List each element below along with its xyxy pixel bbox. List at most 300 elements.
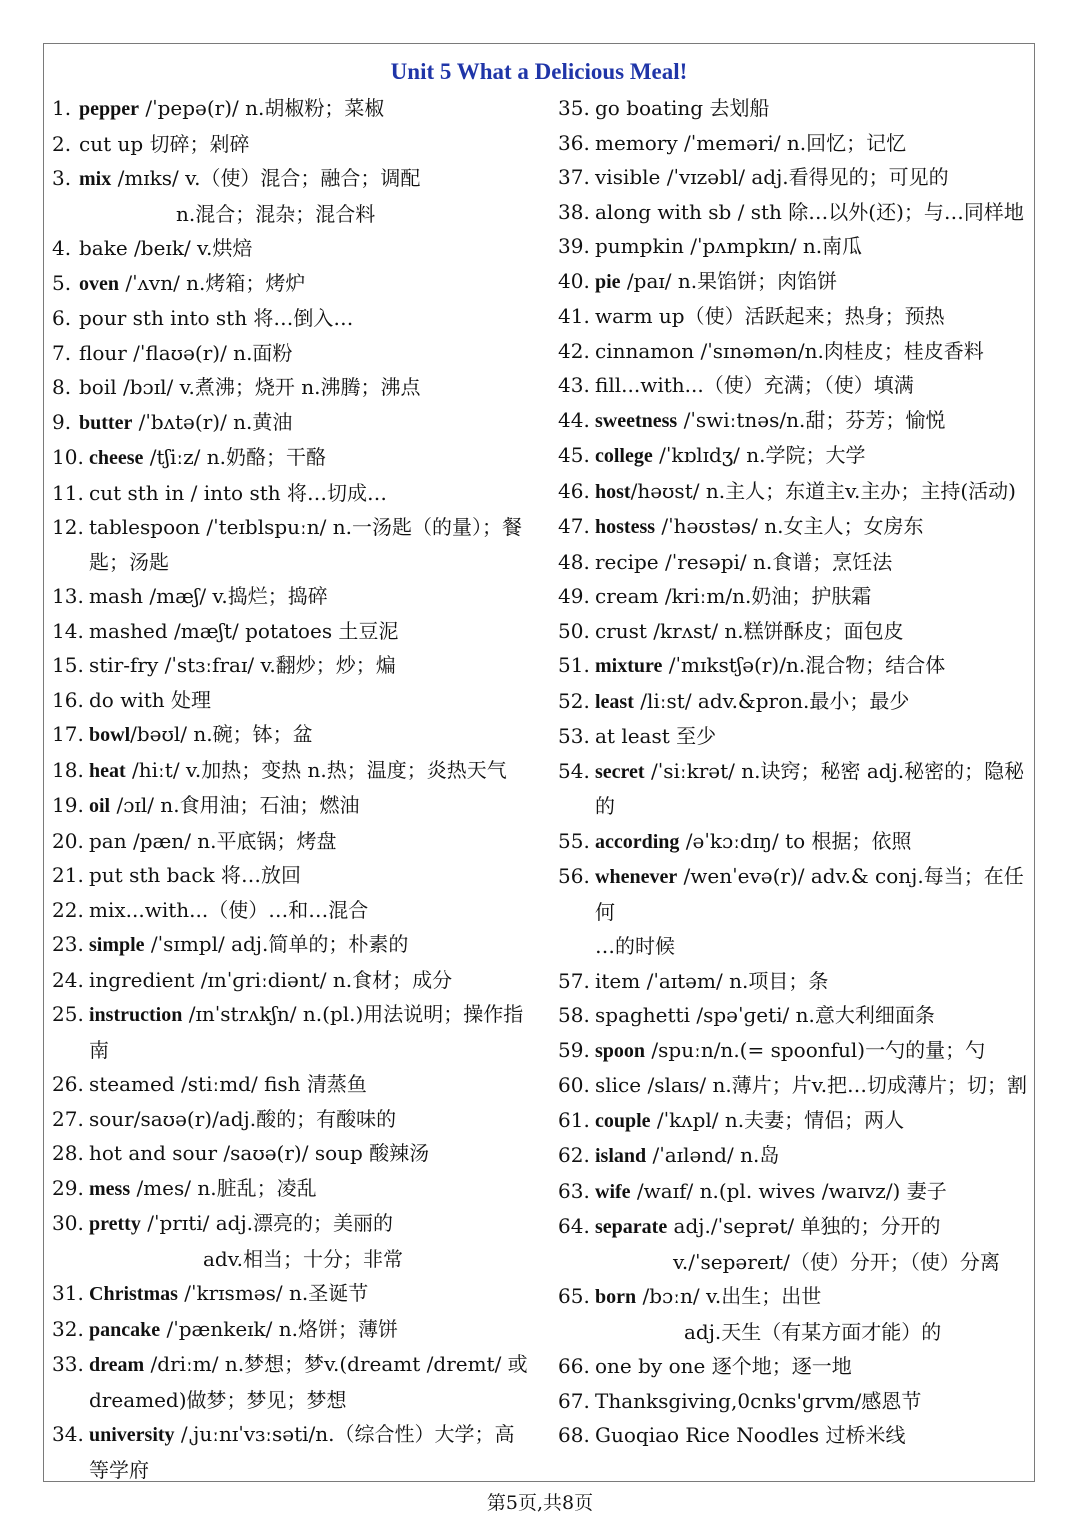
entry-word: crust [595,618,647,643]
entry-definition: /krʌst/ n.糕饼酥皮；面包皮 [646,618,904,643]
vocab-entry [52,476,534,511]
entry-number: 9. [52,409,72,434]
entry-text [558,1209,1034,1279]
vocab-entry [558,1279,1034,1349]
entry-definition: 过桥米线 [819,1423,906,1447]
vocab-entry [558,264,1034,300]
entry-word: bake [79,236,128,260]
entry-text [558,1103,1034,1139]
entry-word: item [595,968,641,993]
entry-definition: /ɪnˈɡriːdiənt/ n.食材；成分 [194,967,453,992]
entry-text [558,91,1034,126]
vocab-entry [52,127,534,162]
entry-number: 2. [52,131,72,156]
vocab-entry [558,1103,1034,1139]
vocab-entry [52,510,534,579]
vocab-entry [52,1206,534,1276]
entry-number: 22. [52,897,84,922]
entry-number: 32. [52,1316,84,1341]
entry-text [558,1033,1034,1069]
entry-text [52,717,534,753]
entry-word: dream [89,1354,145,1376]
entry-number: 67. [558,1388,590,1413]
entry-text [52,927,534,963]
entry-text [558,1349,1034,1384]
entry-definition: /bɔːn/ v.出生；出世 [636,1284,822,1308]
vocab-entry [52,1347,534,1417]
entry-number: 29. [52,1175,84,1200]
entry-definition: ,0cnks'grvm/感恩节 [731,1388,922,1413]
entry-text [558,1418,1034,1453]
vocab-entry [558,648,1034,684]
entry-word: pour sth into sth [79,306,248,330]
entry-word: cream [595,584,659,608]
vocab-entry [558,824,1034,860]
vocab-entry [52,1136,534,1171]
entry-word: visible [595,165,661,189]
entry-text [52,231,534,266]
vocab-entry [52,440,534,476]
entry-text [52,266,534,302]
entry-text [558,1174,1034,1210]
entry-word: college [595,445,653,467]
entry-number: 37. [558,165,590,189]
entry-word: one by one [595,1354,706,1378]
entry-word: heat [89,759,126,782]
entry-number: 47. [558,514,590,538]
entry-text [558,684,1034,720]
entry-definition: /ˈsɪnəmən/n.肉桂皮；桂皮香料 [694,338,984,363]
entry-definition: /ɔɪl/ n.食用油；石油；燃油 [110,793,360,817]
entry-number: 24. [52,967,84,992]
entry-text [52,997,534,1067]
vocab-entry [52,231,534,266]
entry-word: island [595,1145,647,1167]
entry-number: 55. [558,828,590,853]
entry-number: 31. [52,1281,84,1305]
entry-word: spaghetti [595,1003,690,1027]
vocab-entry [52,858,534,893]
entry-text [558,438,1034,474]
entry-definition: /bɔɪl/ v.煮沸；烧开 n.沸腾；沸点 [116,375,421,399]
entry-definition: /ˈpænkeɪk/ n.烙饼；薄饼 [160,1316,399,1341]
vocab-entry [558,229,1034,264]
entry-definition: /driːm/ n.梦想；梦v.(dreamt /dremt/ 或 [144,1352,528,1376]
entry-number: 63. [558,1178,590,1203]
entry-word: flour [79,340,127,365]
entry-text [558,754,1034,824]
entry-text [52,858,534,893]
entry-number: 52. [558,688,590,713]
entry-text [52,1136,534,1171]
entry-definition: /hiːt/ v.加热；变热 n.热；温度；炎热天气 [125,757,507,782]
entry-definition: adj./ˈseprət/ 单独的；分开的 [667,1214,941,1238]
entry-text [52,1171,534,1207]
entry-definition: /ˈstɜːfraɪ/ v.翻炒；炒；煸 [158,653,396,677]
entry-word: wife [595,1180,631,1203]
vocab-entry [52,1102,534,1137]
entry-word: simple [89,934,145,956]
entry-continuation: …的时候 [595,934,675,958]
entry-text [558,1384,1034,1419]
entry-text [558,998,1034,1033]
entry-word: along with sb / sth [595,199,782,224]
entry-text [52,1206,534,1276]
entry-number: 65. [558,1284,590,1308]
entry-definition: /spəˈɡeti/ n.意大利细面条 [689,1003,935,1027]
entry-text [52,336,534,371]
entry-word: cinnamon [595,338,695,363]
entry-number: 56. [558,864,590,888]
entry-word: pepper [79,98,139,120]
vocab-entry [52,963,534,998]
entry-number: 3. [52,166,72,190]
entry-word: hot and sour [89,1141,218,1165]
entry-word: pan [89,828,127,853]
entry-definition: /mæʃ/ v.捣烂；捣碎 [143,584,328,608]
entry-word: pancake [89,1318,161,1341]
entry-number: 27. [52,1106,84,1131]
entry-definition: /spuːn/n.(= spoonful)一勺的量；勺 [645,1037,986,1062]
entry-definition: /mæʃt/ potatoes 土豆泥 [167,618,399,643]
entry-text [558,509,1034,545]
entry-definition: 至少 [669,724,717,748]
entry-word: do with [89,687,165,712]
entry-definition: /həʊst/ n.主人；东道主v.主办；主持(活动) [630,478,1016,503]
entry-definition: /ˌjuːnɪˈvɜːsəti/n.（综合性）大学；高 [174,1422,515,1446]
entry-number: 10. [52,445,84,469]
vocab-entry [52,1417,534,1487]
vocab-entry [558,719,1034,754]
entry-word: stir-fry [89,653,159,677]
entry-definition: 将…切成… [280,480,387,505]
vocab-entry [52,1067,534,1102]
entry-definition: 除…以外(还)；与…同样地 [781,199,1024,224]
entry-word: Christmas [89,1283,178,1305]
entry-definition: /ˈflaʊə(r)/ n.面粉 [126,340,293,365]
entry-number: 44. [558,407,590,432]
entry-definition: /ˈsɪmpl/ adj.简单的；朴素的 [144,932,409,956]
entry-text [558,160,1034,195]
entry-text [558,126,1034,161]
entry-number: 16. [52,687,84,712]
entry-number: 68. [558,1423,590,1447]
entry-number: 20. [52,828,84,853]
vocab-entry [52,683,534,718]
entry-continuation: 等学府 [89,1457,149,1482]
entry-word: Guoqiao Rice Noodles [595,1423,820,1447]
entry-number: 39. [558,234,590,258]
entry-definition: /ˈprɪti/ adj.漂亮的；美丽的 [140,1211,394,1235]
entry-number: 64. [558,1214,590,1238]
vocab-entry [558,684,1034,720]
entry-text [52,614,534,649]
entry-text [558,614,1034,649]
vocab-entry [52,336,534,371]
entry-word: mash [89,584,144,608]
entry-text [52,683,534,718]
entry-definition: /ˈkrɪsməs/ n.圣诞节 [177,1281,369,1305]
entry-text [52,893,534,928]
entry-number: 46. [558,478,590,503]
entry-text [52,476,534,511]
vocab-entry [558,299,1034,334]
entry-definition: 将…放回 [214,863,302,887]
entry-number: 41. [558,304,590,328]
entry-word: fill...with... [595,373,704,397]
entry-text [52,753,534,789]
entry-continuation: adv.相当；十分；非常 [203,1246,404,1271]
entry-definition: /əˈkɔːdɪŋ/ to 根据；依照 [679,828,912,853]
entry-number: 62. [558,1143,590,1167]
entry-number: 6. [52,306,72,330]
entry-text [558,1279,1034,1349]
entry-definition: 去划船 [703,96,770,120]
entry-text [52,579,534,614]
entry-text [558,579,1034,614]
vocab-entry [558,754,1034,824]
entry-definition: /ɪnˈstrʌkʃn/ n.(pl.)用法说明；操作指 [182,1002,524,1026]
entry-text [52,370,534,405]
vocab-entry [558,126,1034,161]
entry-number: 11. [52,480,84,505]
entry-number: 25. [52,1002,84,1026]
vocab-entry [52,648,534,683]
entry-text [558,824,1034,860]
entry-definition: /wenˈevə(r)/ adv.& conj.每当；在任何 [595,864,1024,924]
entry-word: cut sth in / into sth [89,480,281,505]
entry-word: pie [595,270,621,293]
entry-text [558,195,1034,230]
entry-word: mix...with... [89,897,209,922]
entry-word: recipe [595,549,659,574]
entry-word: memory [595,130,678,155]
entry-word: slice [595,1073,642,1097]
entry-text [558,964,1034,999]
entry-word: sweetness [595,409,678,432]
entry-number: 54. [558,758,590,783]
entry-number: 5. [52,270,72,295]
entry-definition: /saʊə(r)/ soup 酸辣汤 [217,1141,430,1165]
entry-text [558,368,1034,403]
vocab-entry [558,1068,1034,1103]
entry-number: 12. [52,515,84,539]
entry-word: warm up [595,304,685,328]
entry-definition: /stiːmd/ fish 清蒸鱼 [174,1072,367,1096]
entry-number: 13. [52,584,84,608]
entry-text [52,440,534,476]
entry-word: butter [79,411,133,434]
entry-text [558,403,1034,439]
vocab-entry [558,614,1034,649]
entry-number: 59. [558,1037,590,1062]
entry-continuation: dreamed)做梦；梦见；梦想 [89,1387,347,1412]
entry-word: boil [79,375,117,399]
entry-number: 1. [52,96,72,120]
entry-definition: /saʊə(r)/adj.酸的；有酸味的 [133,1106,397,1131]
entry-number: 35. [558,96,590,120]
entry-number: 21. [52,863,84,887]
entry-word: instruction [89,1004,183,1026]
entry-text [558,545,1034,580]
entry-text [52,301,534,336]
entry-number: 15. [52,653,84,677]
vocabulary-sheet [43,43,1035,1482]
entry-text [52,510,534,579]
entry-text [558,859,1034,964]
entry-word: mashed [89,618,168,643]
entry-definition: /bəʊl/ n.碗；钵；盆 [130,722,313,746]
entry-word: born [595,1286,637,1308]
entry-number: 53. [558,724,590,748]
entry-text [52,1417,534,1487]
entry-text [52,405,534,441]
vocab-entry [558,1418,1034,1453]
entry-word: cheese [89,447,144,469]
vocab-entry [558,1033,1034,1069]
entry-definition: /ˈhəʊstəs/ n.女主人；女房东 [655,514,924,538]
entry-text [558,648,1034,684]
entry-number: 14. [52,618,84,643]
entry-text [52,1347,534,1417]
entry-definition: （使）…和…混合 [208,897,369,922]
entry-number: 57. [558,968,590,993]
entry-definition: /waɪf/ n.(pl. wives /waɪvz/) 妻子 [630,1178,947,1203]
entry-number: 34. [52,1422,84,1446]
vocab-entry [558,509,1034,545]
entry-word: pumpkin [595,234,684,258]
entry-word: bowl [89,724,131,746]
entry-text [558,334,1034,369]
entry-text [52,127,534,162]
entry-number: 26. [52,1072,84,1096]
entry-number: 50. [558,618,590,643]
entry-number: 40. [558,268,590,293]
vocab-entry [52,753,534,789]
vocab-entry [558,998,1034,1033]
entry-number: 48. [558,549,590,574]
vocab-entry [52,370,534,405]
entry-definition: 逐个地；逐一地 [705,1354,852,1378]
entry-word: oil [89,795,111,817]
entry-text [52,1067,534,1102]
entry-number: 7. [52,340,72,365]
vocab-entry [558,545,1034,580]
entry-word: hostess [595,516,656,538]
vocab-entry [52,579,534,614]
entry-word: pretty [89,1213,141,1235]
entry-number: 38. [558,199,590,224]
entry-text [558,229,1034,264]
entry-number: 8. [52,375,72,399]
entry-text [558,719,1034,754]
vocab-entry [52,1171,534,1207]
entry-number: 19. [52,793,84,817]
entry-text [558,299,1034,334]
entry-word: Thanksgiving [595,1388,731,1413]
vocab-entry [558,160,1034,195]
vocab-entry [52,91,534,127]
entry-number: 43. [558,373,590,397]
entry-word: mixture [595,655,663,677]
entry-definition: （使）活跃起来；热身；预热 [684,304,945,328]
entry-text [52,1312,534,1348]
page-footer: 第5页,共8页 [486,1492,594,1514]
entry-number: 33. [52,1352,84,1376]
entry-definition: /ˈresəpi/ n.食谱；烹饪法 [658,549,893,574]
entry-word: tablespoon [89,515,201,539]
entry-number: 17. [52,722,84,746]
vocab-entry [558,91,1034,126]
entry-word: go boating [595,96,704,120]
vocab-entry [52,1312,534,1348]
entry-word: ingredient [89,967,195,992]
right-column [558,91,1034,1453]
entry-number: 36. [558,130,590,155]
entry-definition: 将…倒入… [247,306,354,330]
entry-word: secret [595,760,645,783]
vocab-entry [52,301,534,336]
vocab-entry [558,474,1034,510]
entry-definition: /mes/ n.脏乱；凌乱 [130,1175,317,1200]
entry-definition: /ˈʌvn/ n.烤箱；烤炉 [119,270,306,295]
entry-definition: /ˈbʌtə(r)/ n.黄油 [132,409,293,434]
entry-definition: 切碎；剁碎 [143,131,250,156]
vocab-entry [52,788,534,824]
entry-word: oven [79,272,119,295]
vocab-entry [558,368,1034,403]
entry-number: 51. [558,653,590,677]
entry-definition: /paɪ/ n.果馅饼；肉馅饼 [620,268,838,293]
entry-definition: /ˈmɪkstʃə(r)/n.混合物；结合体 [662,653,946,677]
entry-word: sour [89,1106,134,1131]
entry-number: 66. [558,1354,590,1378]
entry-definition: /ˈpepə(r)/ n.胡椒粉；菜椒 [139,96,385,120]
entry-number: 18. [52,757,84,782]
entry-word: steamed [89,1072,175,1096]
entry-word: university [89,1424,175,1446]
vocab-entry [558,195,1034,230]
entry-text [52,963,534,998]
vocab-entry [52,1276,534,1312]
entry-definition: /ˈkɒlɪdʒ/ n.学院；大学 [652,443,866,467]
page-title: Unit 5 What a Delicious Meal! [390,59,688,84]
vocab-entry [52,824,534,859]
entry-continuation: 南 [89,1037,109,1062]
vocab-entry [52,405,534,441]
entry-word: cut up [79,131,144,156]
entry-word: according [595,830,680,853]
entry-definition: /ˈaɪtəm/ n.项目；条 [640,968,829,993]
entry-definition: /ˈpʌmpkɪn/ n.南瓜 [683,234,863,258]
entry-text [558,474,1034,510]
entry-definition: /pæn/ n.平底锅；烤盘 [126,828,337,853]
entry-definition: /ˈvɪzəbl/ adj.看得见的；可见的 [660,165,949,189]
entry-word: at least [595,724,670,748]
entry-definition: /slaɪs/ n.薄片；片v.把…切成薄片；切；割 [641,1073,1028,1097]
entry-word: host [595,480,631,503]
vocab-entry [558,579,1034,614]
entry-word: couple [595,1109,651,1132]
entry-definition: /ˈkʌpl/ n.夫妻；情侣；两人 [650,1107,905,1132]
entry-text [558,1138,1034,1174]
vocab-entry [558,1209,1034,1279]
entry-definition: /ˈsiːkrət/ n.诀窍；秘密 adj.秘密的；隐秘 [644,758,1025,783]
vocab-entry [52,997,534,1067]
vocab-entry [558,334,1034,369]
entry-definition: 处理 [164,687,211,712]
entry-definition: /ˈmeməri/ n.回忆；记忆 [677,130,907,155]
